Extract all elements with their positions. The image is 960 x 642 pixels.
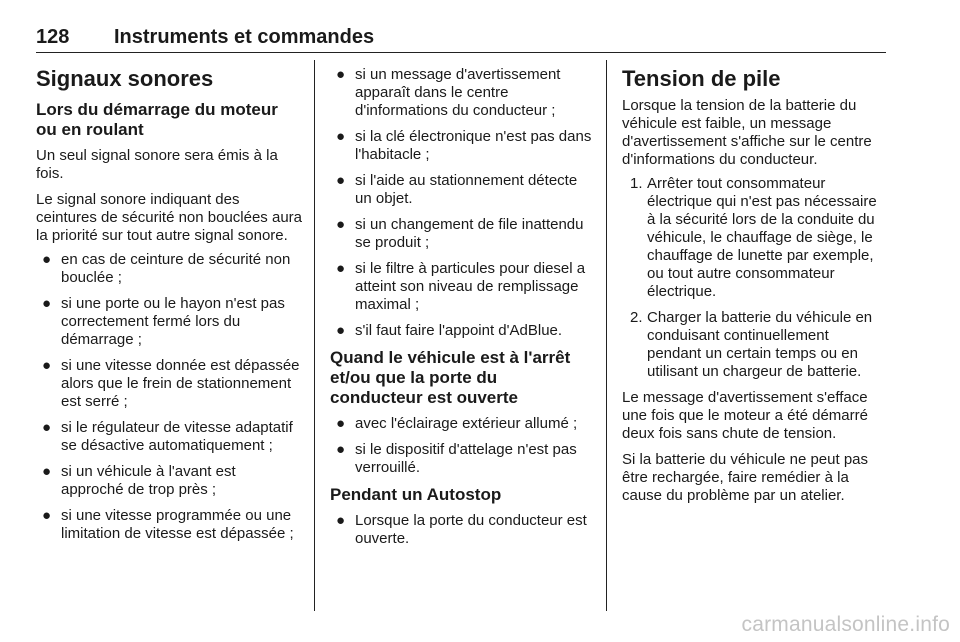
list-item: ● en cas de ceinture de sécurité non bouclée ; — [42, 251, 291, 286]
list-item: 1. Arrêter tout consommateur électrique qui n'est pas nécessaire à la sécurité lors de la conduite du véhicule, le chauffage de siège, le chauffage de lunette par exemple, ou tout autre consommateur électrique. — [630, 175, 877, 300]
column-2 — [330, 60, 594, 556]
list-item: ● si une porte ou le hayon n'est pas correctement fermé lors du démarrage ; — [42, 295, 285, 348]
bullet-icon: ● — [42, 507, 52, 524]
chapter-title: Instruments et commandes — [114, 26, 375, 48]
bullet-icon: ● — [336, 128, 346, 145]
list-item: ● si un message d'avertissement apparaît dans le centre d'informations du conducteur ; — [336, 66, 561, 119]
bullet-icon: ● — [336, 66, 346, 83]
column-divider — [606, 60, 607, 611]
list-item: ● avec l'éclairage extérieur allumé ; — [336, 415, 578, 432]
subheading-demarrage: Lors du démarrage du moteur ou en roulant — [36, 100, 278, 139]
column-3 — [622, 60, 886, 513]
list-item: ● si une vitesse donnée est dépassée alors que le frein de stationnement est serré ; — [42, 357, 300, 410]
bullet-icon: ● — [336, 512, 346, 529]
list-item: ● si le régulateur de vitesse adaptatif se désactive automatiquement ; — [42, 419, 293, 454]
bullet-icon: ● — [336, 322, 346, 339]
list-item: ● s'il faut faire l'appoint d'AdBlue. — [336, 322, 563, 339]
list-item: 2. Charger la batterie du véhicule en conduisant continuellement pendant un certain temps ou en utilisant un chargeur de batterie. — [630, 309, 873, 380]
list-item: ● si le dispositif d'attelage n'est pas verrouillé. — [336, 441, 577, 476]
section-heading-signaux-sonores: Signaux sonores — [36, 66, 214, 91]
section-heading-tension-de-pile: Tension de pile — [622, 66, 781, 91]
subheading-arret: Quand le véhicule est à l'arrêt et/ou que la porte du conducteur est ouverte — [330, 348, 571, 407]
column-divider — [314, 60, 315, 611]
watermark: carmanualsonline.info — [741, 613, 950, 636]
bullet-list — [36, 251, 302, 543]
list-item: ● si la clé électronique n'est pas dans l'habitacle ; — [336, 128, 592, 163]
numbered-list — [622, 175, 886, 381]
bullet-list — [330, 66, 594, 340]
list-item: ● si le filtre à particules pour diesel a atteint son niveau de remplissage maximal ; — [336, 260, 586, 313]
bullet-list — [330, 415, 594, 477]
paragraph: Un seul signal sonore sera émis à la fois. — [36, 147, 278, 182]
step-number: 2. — [630, 309, 643, 326]
bullet-icon: ● — [336, 216, 346, 233]
list-item: ● Lorsque la porte du conducteur est ouverte. — [336, 512, 587, 547]
page-number: 128 — [36, 26, 70, 48]
step-number: 1. — [630, 175, 643, 192]
bullet-icon: ● — [42, 251, 52, 268]
bullet-icon: ● — [42, 463, 52, 480]
bullet-icon: ● — [42, 295, 52, 312]
list-item: ● si un véhicule à l'avant est approché de trop près ; — [42, 463, 236, 498]
paragraph: Le signal sonore indiquant des ceintures de sécurité non bouclées aura la priorité sur tout autre signal sonore. — [36, 191, 303, 244]
subheading-autostop: Pendant un Autostop — [330, 485, 502, 504]
bullet-icon: ● — [336, 415, 346, 432]
bullet-icon: ● — [336, 260, 346, 277]
list-item: ● si une vitesse programmée ou une limitation de vitesse est dépassée ; — [42, 507, 294, 542]
paragraph: Lorsque la tension de la batterie du véhicule est faible, un message d'avertissement s'affiche sur le centre d'informations du conducteur. — [622, 97, 872, 168]
list-item: ● si l'aide au stationnement détecte un objet. — [336, 172, 578, 207]
bullet-icon: ● — [42, 419, 52, 436]
column-1 — [36, 60, 302, 551]
page-header — [36, 26, 886, 53]
bullet-icon: ● — [336, 172, 346, 189]
bullet-icon: ● — [42, 357, 52, 374]
bullet-icon: ● — [336, 441, 346, 458]
paragraph: Si la batterie du véhicule ne peut pas être rechargée, faire remédier à la cause du problème par un atelier. — [622, 451, 868, 504]
bullet-list — [330, 512, 594, 548]
list-item: ● si un changement de file inattendu se produit ; — [336, 216, 584, 251]
paragraph: Le message d'avertissement s'efface une fois que le moteur a été démarré deux fois sans chute de tension. — [622, 389, 868, 442]
